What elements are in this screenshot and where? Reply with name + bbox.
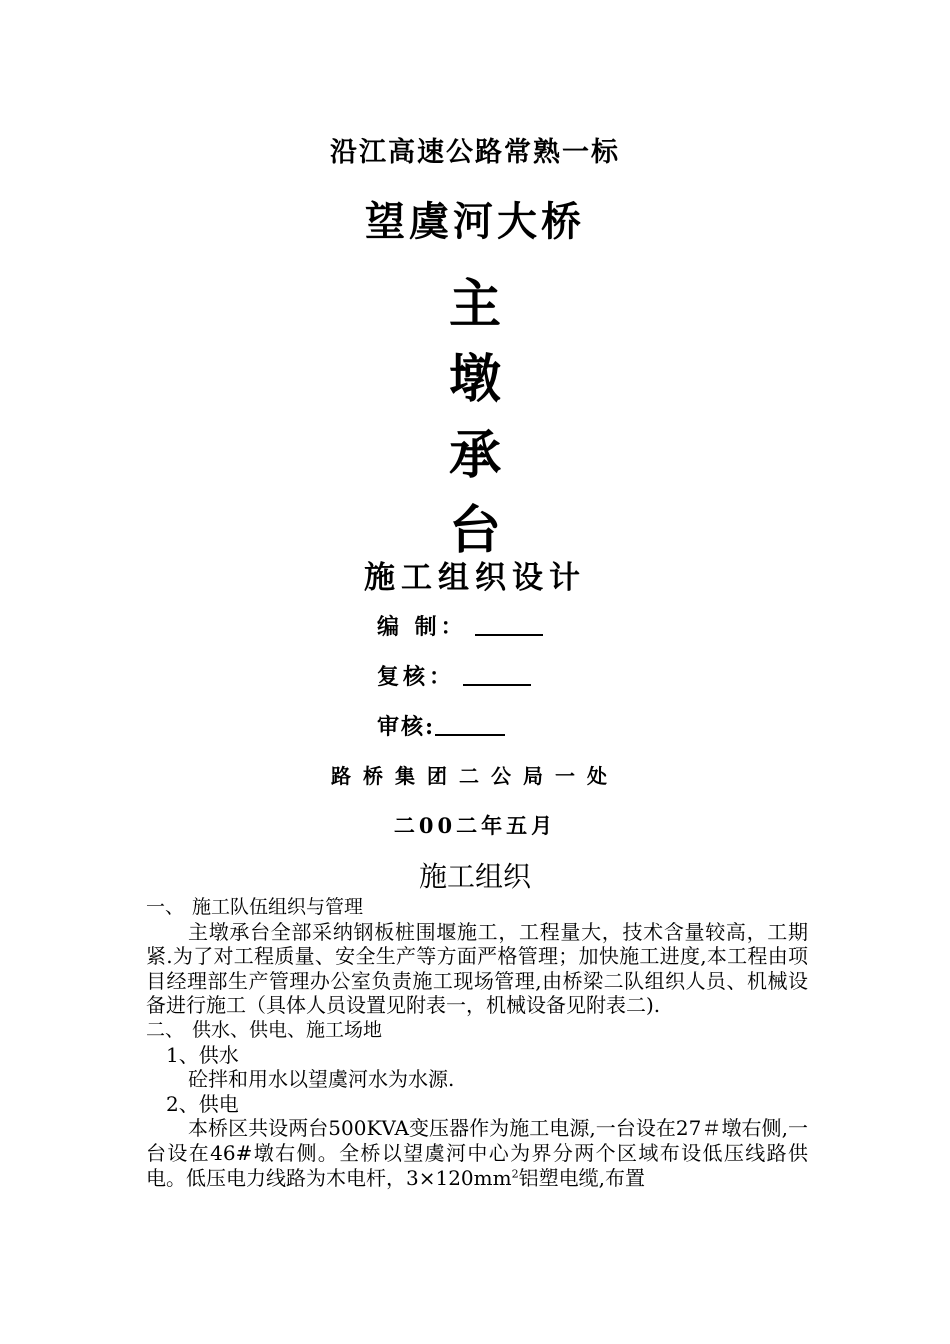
bridge-title: 望虞河大桥 [365,198,585,245]
subheading-water: 1、供水 [166,1042,239,1067]
section-title: 施工组织 [418,860,531,893]
title-char-4: 台 [448,500,501,561]
paragraph: 主墩承台全部采纳钢板桩围堰施工，工程量大，技术含量较高，工期紧.为了对工程质量、安全生产等方面严格管理；加快施工进度,本工程由项目经理部生产管理办公室负责施工现场管理,由桥梁二队组织人员、机械设备进行施工（具体人员设置见附表一，机械设备见附表二). [146,919,808,1018]
project-name: 沿江高速公路常熟一标 [330,137,620,168]
heading-text: 施工队伍组织与管理 [192,896,364,918]
heading-1 [146,895,808,920]
document-date: 二00二年五月 [393,813,557,838]
heading-2 [146,1018,808,1043]
title-char-1: 主 [448,274,501,335]
title-char-2: 墩 [448,349,501,410]
signature-compile [377,610,543,641]
heading-number: 二、 [146,1018,185,1041]
subheading-power: 2、供电 [166,1091,239,1116]
document-body [146,895,808,1190]
signature-line [463,664,531,686]
heading-text: 供水、供电、施工场地 [192,1018,383,1041]
paragraph: 砼拌和用水以望虞河水为水源. [188,1067,455,1092]
document-type: 施工组织设计 [364,560,586,596]
signature-approve [377,710,505,741]
signature-label: 编 制： [377,614,467,640]
superscript: 2 [511,1166,519,1180]
paragraph [146,1116,808,1190]
signature-review [377,660,531,691]
signature-label: 审核: [377,714,436,740]
organization: 路桥集团二公局一处 [331,764,619,788]
title-char-3: 承 [448,425,501,486]
signature-label: 复核： [377,664,456,690]
signature-line [435,714,505,736]
paragraph-text: 本桥区共设两台500KVA变压器作为施工电源,一台设在27＃墩右侧,一台设在46#墩右侧。全桥以望虞河中心为界分两个区域布设低压线路供电。低压电力线路为木电杆，3×120mm [146,1116,808,1190]
signature-line [475,614,543,636]
heading-number: 一、 [146,896,185,918]
paragraph-text: 铝塑电缆,布置 [518,1165,645,1190]
